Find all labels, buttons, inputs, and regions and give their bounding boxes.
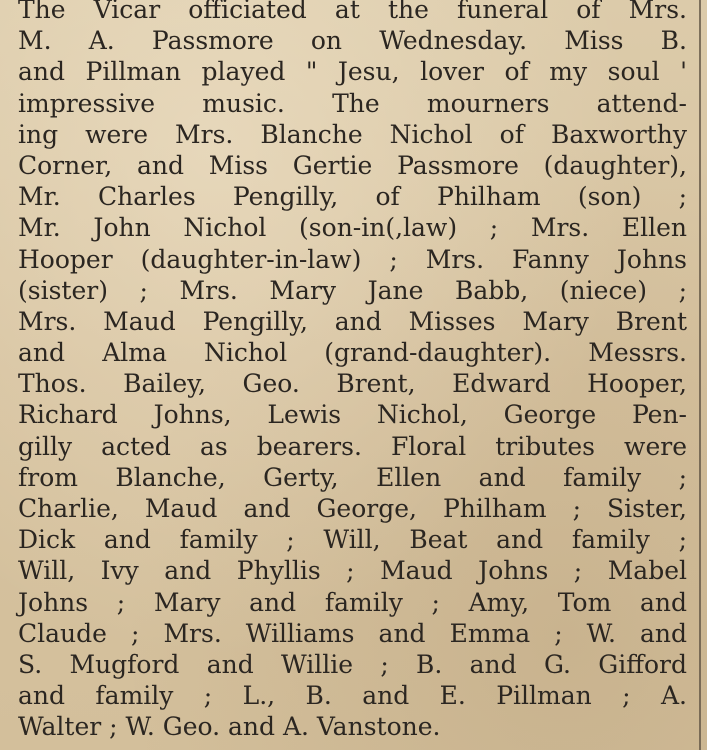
article-line-20: Johns ; Mary and family ; Amy, Tom and (18, 587, 687, 617)
article-line-2: M. A. Passmore on Wednesday. Miss B. (18, 26, 687, 56)
article-line-18: Dick and family ; Will, Beat and family ; (18, 525, 687, 555)
article-line-6: Corner, and Miss Gertie Passmore (daughter), (18, 150, 687, 180)
article-line-16: from Blanche, Gerty, Ellen and family ; (18, 462, 687, 492)
article-line-15: gilly acted as bearers. Floral tributes were (18, 431, 687, 461)
article-line-7: Mr. Charles Pengilly, of Philham (son) ; (18, 182, 687, 212)
article-line-23: and family ; L., B. and E. Pillman ; A. (18, 681, 687, 711)
column-rule (699, 0, 701, 750)
article-line-5: ing were Mrs. Blanche Nichol of Baxworthy (18, 119, 687, 149)
article-line-19: Will, Ivy and Phyllis ; Maud Johns ; Mabel (18, 556, 687, 586)
article-line-17: Charlie, Maud and George, Philham ; Sister, (18, 494, 687, 523)
article-line-22: S. Mugford and Willie ; B. and G. Gifford (18, 649, 687, 679)
article-line-12: and Alma Nichol (grand-daughter). Messrs. (18, 338, 687, 368)
article-line-4: impressive music. The mourners attend- (18, 88, 687, 118)
article-line-3: and Pillman played " Jesu, lover of my soul ' (18, 57, 687, 87)
article-line-1: The Vicar officiated at the funeral of Mrs. (18, 0, 687, 24)
article-line-13: Thos. Bailey, Geo. Brent, Edward Hooper, (18, 369, 687, 399)
article-line-24: Walter ; W. Geo. and A. Vanstone. (18, 712, 441, 742)
article-line-21: Claude ; Mrs. Williams and Emma ; W. and (18, 618, 687, 648)
article-line-10: (sister) ; Mrs. Mary Jane Babb, (niece) ; (18, 275, 687, 305)
article-text (18, 0, 687, 743)
article-line-14: Richard Johns, Lewis Nichol, George Pen- (18, 400, 687, 430)
article-line-8: Mr. John Nichol (son-in(,law) ; Mrs. Ellen (18, 213, 687, 243)
article-line-11: Mrs. Maud Pengilly, and Misses Mary Brent (18, 306, 687, 336)
article-line-9: Hooper (daughter-in-law) ; Mrs. Fanny Johns (18, 244, 687, 274)
